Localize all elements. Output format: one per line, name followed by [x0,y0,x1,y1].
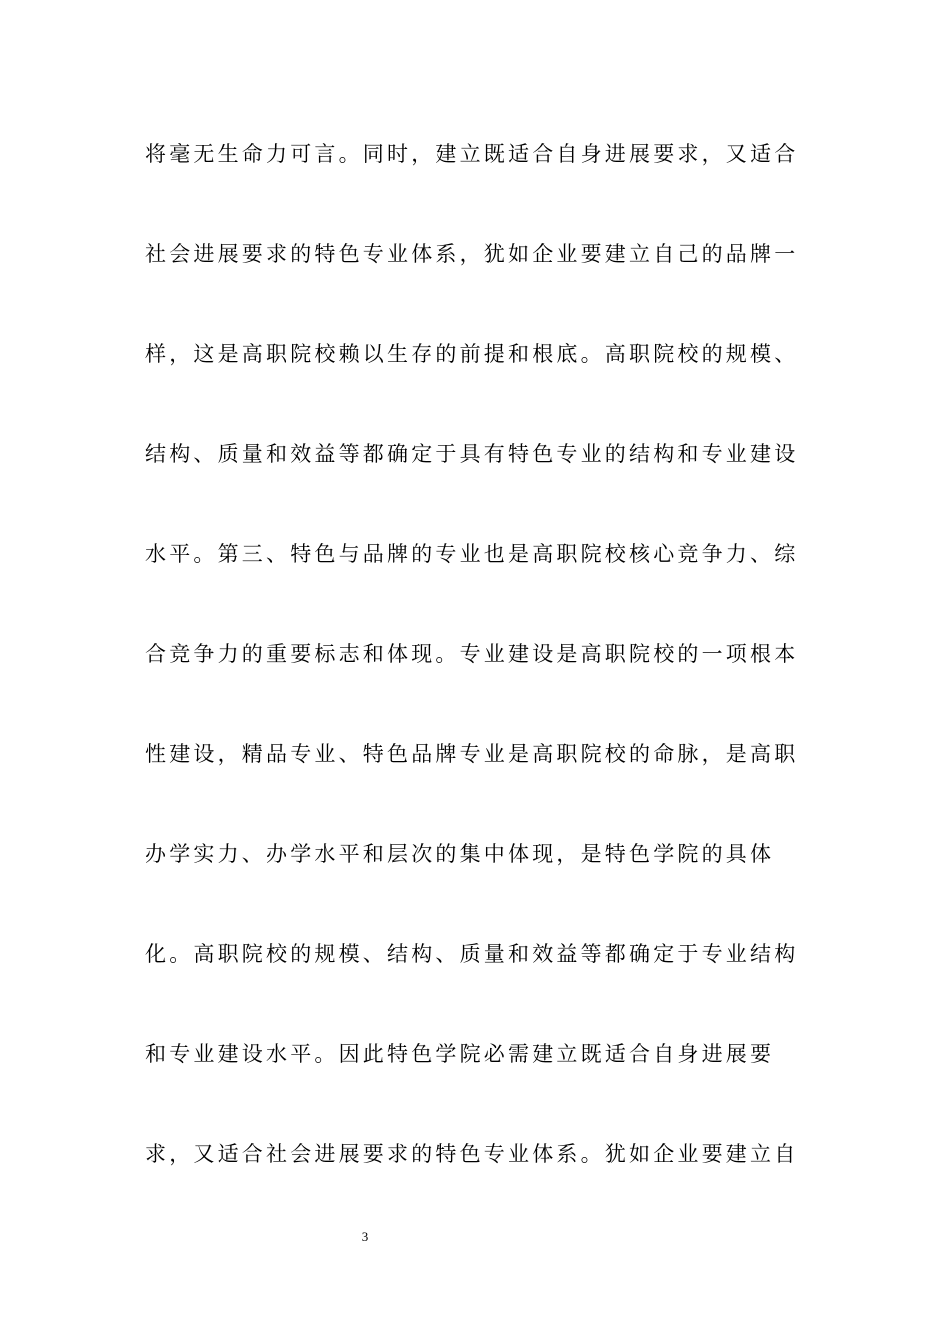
text-line: 社会进展要求的特色专业体系，犹如企业要建立自己的品牌一 [145,242,799,266]
text-line: 结构、质量和效益等都确定于具有特色专业的结构和专业建设 [145,442,799,466]
page-number: 3 [361,1229,369,1244]
text-line: 和专业建设水平。因此特色学院必需建立既适合自身进展要 [145,1042,775,1066]
text-line: 性建设，精品专业、特色品牌专业是高职院校的命脉，是高职 [145,742,799,766]
text-line: 化。高职院校的规模、结构、质量和效益等都确定于专业结构 [145,942,799,966]
body-text [145,128,805,1228]
text-line: 办学实力、办学水平和层次的集中体现，是特色学院的具体 [145,842,775,866]
text-line: 求，又适合社会进展要求的特色专业体系。犹如企业要建立自 [145,1142,799,1166]
text-line: 水平。第三、特色与品牌的专业也是高职院校核心竞争力、综 [145,542,799,566]
text-line: 样，这是高职院校赖以生存的前提和根底。高职院校的规模、 [145,342,799,366]
text-line: 将毫无生命力可言。同时，建立既适合自身进展要求，又适合 [145,142,799,166]
text-line: 合竞争力的重要标志和体现。专业建设是高职院校的一项根本 [145,642,799,666]
